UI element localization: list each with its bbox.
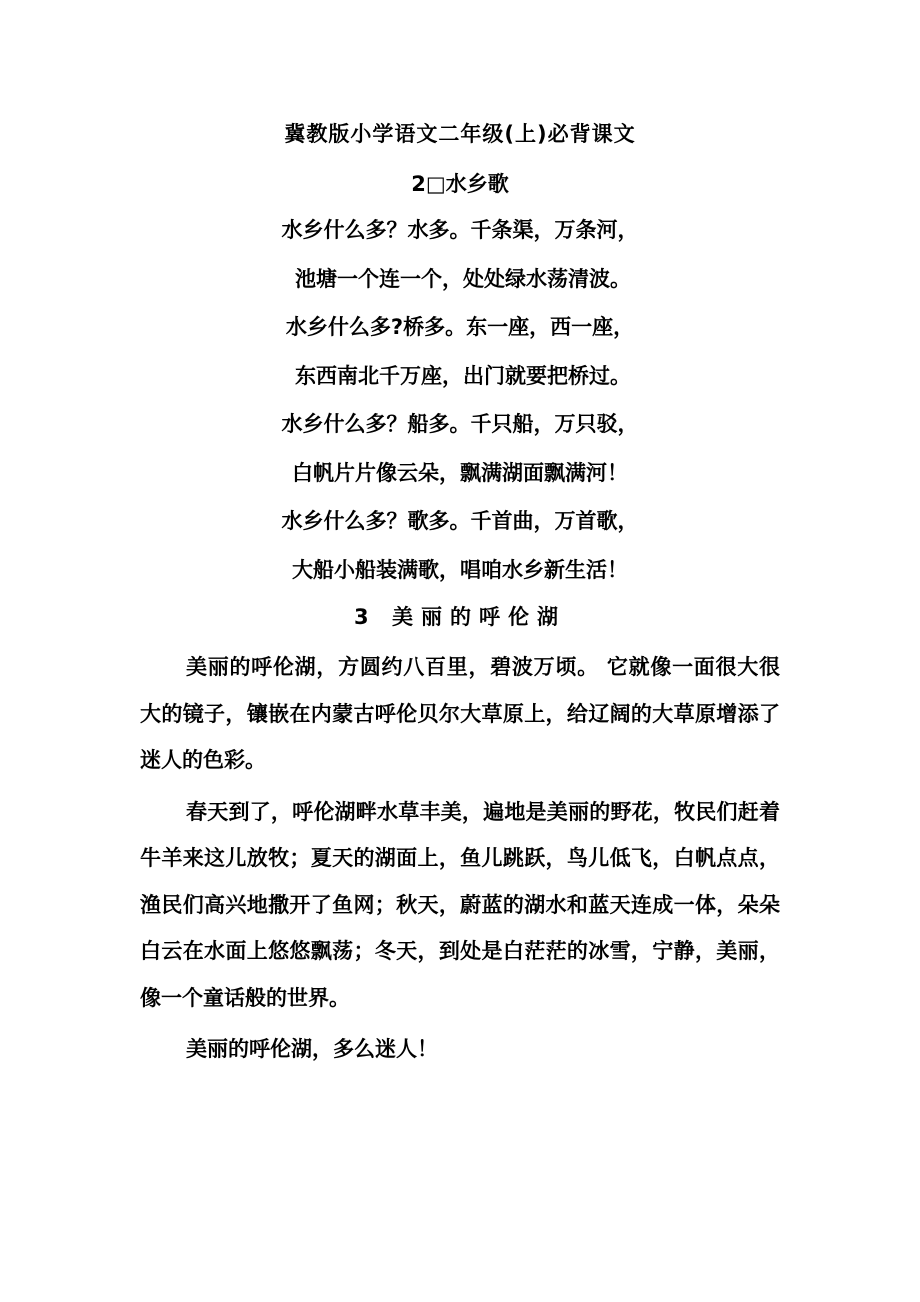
document-title: 冀教版小学语文二年级(上)必背课文 <box>284 122 636 146</box>
poem-line: 水乡什么多？歌多。千首曲，万首歌， <box>281 509 639 533</box>
poem-line: 大船小船装满歌，唱咱水乡新生活！ <box>292 557 628 582</box>
poem-line: 东西南北千万座，出门就要把桥过。 <box>295 363 631 388</box>
essay-paragraph: 美丽的呼伦湖，方圆约八百里，碧波万顷。 它就像一面很大很大的镜子，镶嵌在内蒙古呼伦贝尔大草原上，给辽阔的大草原增添了迷人的色彩。 <box>140 655 780 772</box>
poem-line: 池塘一个连一个，处处绿水荡清波。 <box>295 266 631 291</box>
lesson-3-heading: 3 美丽的呼伦湖 <box>354 605 566 629</box>
poem-line: 水乡什么多?桥多。东一座，西一座， <box>285 315 635 339</box>
essay-paragraph: 春天到了，呼伦湖畔水草丰美，遍地是美丽的野花，牧民们赶着牛羊来这儿放牧；夏天的湖面上，鱼儿跳跃，鸟儿低飞，白帆点点，渔民们高兴地撒开了鱼网；秋天，蔚蓝的湖水和蓝天连成一体，朵朵白云在水面上悠悠飘荡；冬天，到处是白茫茫的冰雪，宁静，美丽，像一个童话般的世界。 <box>140 799 780 1010</box>
essay-paragraph: 美丽的呼伦湖，多么迷人！ <box>186 1037 438 1061</box>
lesson-3-body <box>140 644 780 1073</box>
poem-line: 白帆片片像云朵，飘满湖面飘满河！ <box>292 460 628 485</box>
poem-line: 水乡什么多？水多。千条渠，万条河， <box>281 218 639 242</box>
lesson-2-poem <box>0 212 920 600</box>
lesson-2-heading: 2□水乡歌 <box>411 172 509 196</box>
poem-line: 水乡什么多？船多。千只船，万只驳， <box>281 412 639 436</box>
